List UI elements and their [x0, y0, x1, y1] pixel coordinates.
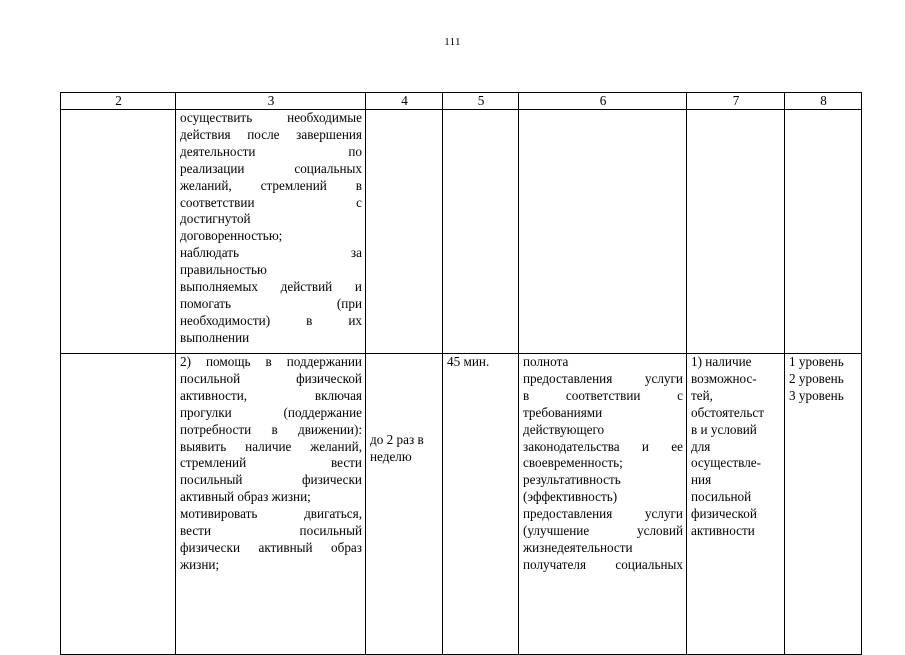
- cell-text-line: в и условий: [691, 421, 757, 437]
- cell-text-line: в соответствии с: [523, 387, 683, 403]
- table-row: [61, 354, 862, 655]
- cell-text-line: реализации социальных: [180, 160, 362, 176]
- table-cell: [785, 354, 862, 655]
- column-header: 3: [176, 93, 366, 110]
- cell-text-line: помогать (при: [180, 295, 362, 311]
- column-header: 5: [443, 93, 519, 110]
- services-table: [60, 92, 862, 655]
- table-cell: [687, 354, 785, 655]
- cell-text-line: обстоятельст: [691, 404, 764, 420]
- cell-text-line: до 2 раз в: [370, 432, 424, 447]
- cell-text-line: ния: [691, 472, 712, 488]
- cell-text-line: неделю: [370, 448, 412, 464]
- table-cell: [785, 110, 862, 354]
- cell-text-line: осуществле-: [691, 455, 762, 471]
- cell-text-line: полнота: [523, 354, 569, 369]
- cell-text-line: предоставления услуги: [523, 506, 683, 522]
- cell-text-line: посильной физической: [180, 370, 362, 386]
- cell-text-line: потребности в движении):: [180, 421, 362, 437]
- header-row: [61, 93, 862, 110]
- cell-text-line: действующего: [523, 421, 605, 437]
- table-row: [61, 110, 862, 354]
- page-number: 111: [444, 36, 461, 48]
- cell-text-line: результативность: [523, 472, 621, 488]
- cell-text-line: предоставления услуги: [523, 370, 683, 386]
- cell-text-line: 2 уровень: [789, 370, 844, 386]
- cell-text-line: 2) помощь в поддержании: [180, 354, 362, 369]
- cell-text-line: (улучшение условий: [523, 523, 683, 539]
- cell-text-line: правильностью: [180, 262, 267, 278]
- cell-text-line: активности, включая: [180, 387, 362, 403]
- cell-text-line: посильной: [691, 489, 752, 505]
- table-cell: [366, 354, 443, 655]
- table-cell: [443, 354, 519, 655]
- table-cell: [443, 110, 519, 354]
- cell-text-line: действия после завершения: [180, 126, 362, 142]
- column-header: 8: [785, 93, 862, 110]
- cell-text-line: требованиями: [523, 404, 603, 420]
- column-header: 7: [687, 93, 785, 110]
- cell-text-line: своевременность;: [523, 455, 623, 471]
- cell-text-line: вести посильный: [180, 523, 362, 539]
- cell-text-line: 3 уровень: [789, 387, 844, 403]
- cell-text-line: прогулки (поддержание: [180, 404, 362, 420]
- cell-text-line: мотивировать двигаться,: [180, 506, 362, 522]
- cell-text-line: физической: [691, 506, 757, 522]
- table-cell: [687, 110, 785, 354]
- cell-text-line: деятельности по: [180, 143, 362, 159]
- cell-text-line: наблюдать за: [180, 245, 362, 261]
- cell-text-line: достигнутой: [180, 211, 251, 227]
- cell-text-line: возможнос-: [691, 370, 757, 386]
- cell-text-line: выполняемых действий и: [180, 279, 362, 295]
- cell-text-line: 1 уровень: [789, 354, 844, 369]
- cell-text-line: (эффективность): [523, 489, 618, 505]
- cell-text-line: 1) наличие: [691, 354, 752, 369]
- table-cell: [61, 354, 176, 655]
- cell-text-line: выполнении: [180, 329, 250, 345]
- table-cell: [176, 110, 366, 354]
- cell-text-line: физически активный образ: [180, 539, 362, 555]
- table-cell: [519, 354, 687, 655]
- column-header: 4: [366, 93, 443, 110]
- cell-text-line: желаний, стремлений в: [180, 177, 362, 193]
- table-cell: [61, 110, 176, 354]
- cell-text-line: выявить наличие желаний,: [180, 438, 362, 454]
- table-cell: [176, 354, 366, 655]
- table-cell: [519, 110, 687, 354]
- cell-text-line: получателя социальных: [523, 556, 683, 572]
- table-cell: [366, 110, 443, 354]
- column-header: 2: [61, 93, 176, 110]
- cell-text-line: для: [691, 438, 711, 454]
- cell-text-line: соответствии с: [180, 194, 362, 210]
- duration-text: 45 мин.: [447, 354, 490, 369]
- cell-text-line: необходимости) в их: [180, 312, 362, 328]
- cell-text-line: законодательства и ее: [523, 438, 683, 454]
- cell-text-line: активный образ жизни;: [180, 489, 311, 505]
- cell-text-line: жизнедеятельности: [523, 539, 633, 555]
- column-header: 6: [519, 93, 687, 110]
- cell-text-line: тей,: [691, 387, 713, 403]
- cell-text-line: осуществить необходимые: [180, 110, 362, 125]
- cell-text-line: стремлений вести: [180, 455, 362, 471]
- cell-text-line: договоренностью;: [180, 228, 283, 244]
- cell-text-line: активности: [691, 523, 755, 539]
- cell-text-line: жизни;: [180, 556, 220, 572]
- cell-text-line: посильный физически: [180, 472, 362, 488]
